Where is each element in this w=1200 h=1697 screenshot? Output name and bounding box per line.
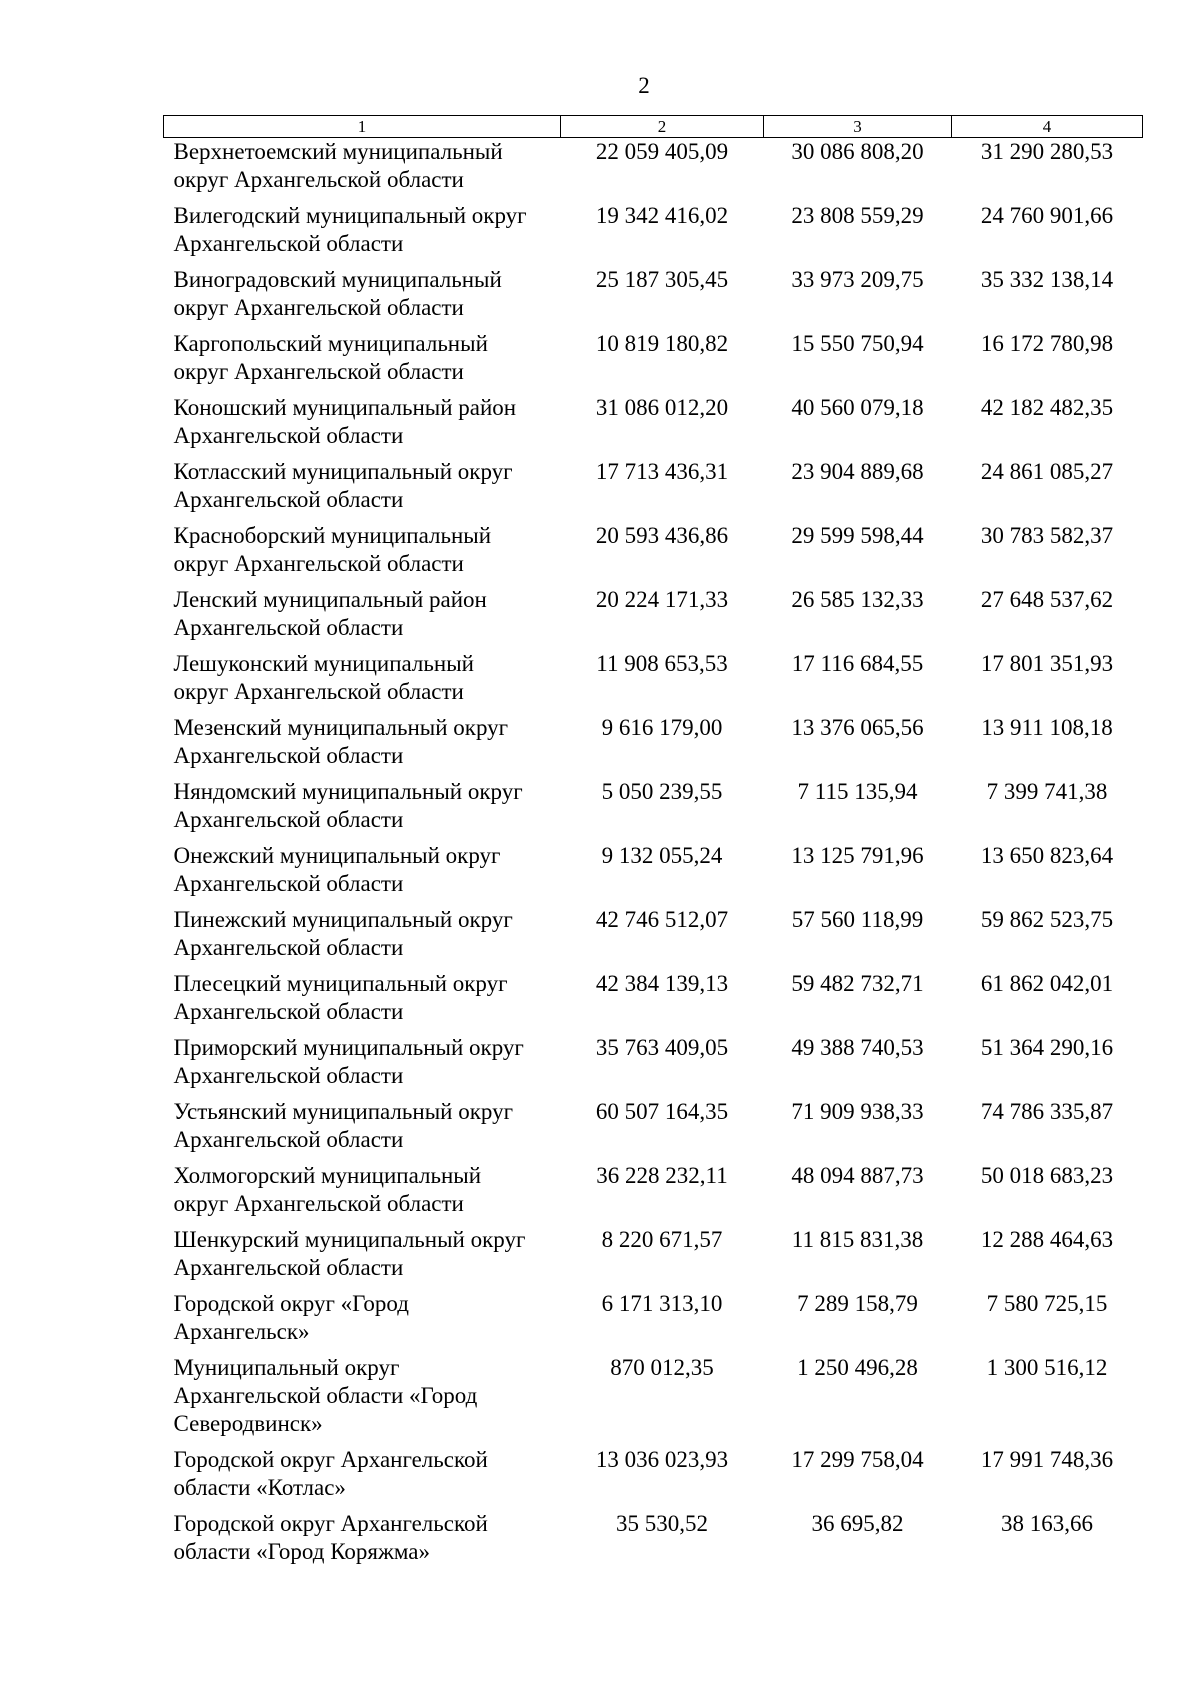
table-body bbox=[164, 138, 1143, 1575]
table-row bbox=[164, 1290, 1143, 1354]
amount-col-4: 31 290 280,53 bbox=[980, 139, 1114, 164]
amount-col-2: 6 171 313,10 bbox=[601, 1291, 723, 1316]
table-row bbox=[164, 1162, 1143, 1226]
municipality-name bbox=[164, 778, 561, 842]
municipality-name bbox=[164, 1226, 561, 1290]
amount-col-3: 15 550 750,94 bbox=[791, 331, 924, 356]
amount-col-3: 33 973 209,75 bbox=[791, 267, 924, 292]
municipality-name bbox=[164, 394, 561, 458]
amount-col-4: 24 760 901,66 bbox=[980, 203, 1114, 228]
amount-col-2: 9 616 179,00 bbox=[601, 715, 723, 740]
municipality-name bbox=[164, 970, 561, 1034]
amount-col-4: 51 364 290,16 bbox=[980, 1035, 1114, 1060]
municipality-name bbox=[164, 714, 561, 778]
amount-col-3: 36 695,82 bbox=[811, 1511, 904, 1536]
municipality-name bbox=[164, 330, 561, 394]
amount-col-2: 35 763 409,05 bbox=[595, 1035, 729, 1060]
municipality-name-line: области «Город Коряжма» bbox=[173, 1539, 430, 1564]
amount-col-3: 71 909 938,33 bbox=[791, 1099, 924, 1124]
amount-col-2: 8 220 671,57 bbox=[601, 1227, 723, 1252]
municipality-name bbox=[164, 906, 561, 970]
amount-col-4: 35 332 138,14 bbox=[980, 267, 1114, 292]
municipality-name-line: округ Архангельской области bbox=[173, 167, 464, 192]
amount-col-2: 13 036 023,93 bbox=[595, 1447, 729, 1472]
municipality-name bbox=[164, 458, 561, 522]
municipality-name-line: Красноборский муниципальный bbox=[173, 523, 492, 548]
municipality-name-line: округ Архангельской области bbox=[173, 359, 464, 384]
amount-col-2: 36 228 232,11 bbox=[596, 1163, 728, 1188]
municipality-name-line: Архангельской области bbox=[173, 1127, 404, 1152]
table-row bbox=[164, 1446, 1143, 1510]
municipality-name-line: Архангельской области «Город bbox=[173, 1383, 478, 1408]
amount-col-2: 870 012,35 bbox=[610, 1355, 714, 1380]
municipality-name-line: округ Архангельской области bbox=[173, 679, 464, 704]
amount-col-2: 25 187 305,45 bbox=[595, 267, 729, 292]
amount-col-3: 59 482 732,71 bbox=[791, 971, 924, 996]
municipality-name-line: Городской округ «Город bbox=[173, 1291, 409, 1316]
amount-col-2: 31 086 012,20 bbox=[595, 395, 729, 420]
municipality-name bbox=[164, 266, 561, 330]
municipality-name bbox=[164, 1034, 561, 1098]
municipality-name bbox=[164, 1510, 561, 1574]
amount-col-4: 38 163,66 bbox=[1001, 1511, 1093, 1536]
amount-col-2: 9 132 055,24 bbox=[601, 843, 723, 868]
header-col-1: 1 bbox=[164, 116, 561, 138]
table-row bbox=[164, 586, 1143, 650]
amount-col-2: 11 908 653,53 bbox=[596, 651, 728, 676]
amount-col-3: 57 560 118,99 bbox=[791, 907, 924, 932]
amount-col-3: 26 585 132,33 bbox=[791, 587, 924, 612]
municipality-name-line: Архангельской области bbox=[173, 423, 404, 448]
table-row bbox=[164, 778, 1143, 842]
municipality-name-line: Городской округ Архангельской bbox=[173, 1511, 488, 1536]
amount-col-2: 20 593 436,86 bbox=[595, 523, 729, 548]
amount-col-2: 22 059 405,09 bbox=[595, 139, 729, 164]
municipality-name-line: Виноградовский муниципальный bbox=[173, 267, 502, 292]
amount-col-3: 49 388 740,53 bbox=[791, 1035, 924, 1060]
municipality-name bbox=[164, 1290, 561, 1354]
amount-col-3: 29 599 598,44 bbox=[791, 523, 924, 548]
municipality-name bbox=[164, 842, 561, 906]
amount-col-4: 27 648 537,62 bbox=[980, 587, 1114, 612]
table-row bbox=[164, 522, 1143, 586]
table-row bbox=[164, 714, 1143, 778]
municipality-name-line: Онежский муниципальный округ bbox=[173, 843, 501, 868]
table-row bbox=[164, 138, 1143, 203]
amount-col-3: 23 904 889,68 bbox=[791, 459, 924, 484]
municipality-name-line: Архангельской области bbox=[173, 871, 404, 896]
municipality-name-line: Городской округ Архангельской bbox=[173, 1447, 488, 1472]
amount-col-4: 13 911 108,18 bbox=[981, 715, 1113, 740]
amount-col-4: 7 399 741,38 bbox=[986, 779, 1108, 804]
table-row bbox=[164, 906, 1143, 970]
table-row bbox=[164, 650, 1143, 714]
amount-col-2: 60 507 164,35 bbox=[595, 1099, 729, 1124]
municipality-name-line: Холмогорский муниципальный bbox=[173, 1163, 482, 1188]
amount-col-2: 5 050 239,55 bbox=[601, 779, 723, 804]
municipality-name bbox=[164, 522, 561, 586]
table-row bbox=[164, 1354, 1143, 1446]
amount-col-3: 13 125 791,96 bbox=[791, 843, 924, 868]
municipality-name-line: Архангельской области bbox=[173, 487, 404, 512]
amount-col-4: 61 862 042,01 bbox=[980, 971, 1114, 996]
municipality-name-line: Архангельской области bbox=[173, 743, 404, 768]
municipality-name-line: Плесецкий муниципальный округ bbox=[173, 971, 508, 996]
amount-col-3: 7 115 135,94 bbox=[797, 779, 918, 804]
municipality-name bbox=[164, 1098, 561, 1162]
table-row bbox=[164, 458, 1143, 522]
header-col-2: 2 bbox=[561, 116, 764, 138]
amount-col-4: 7 580 725,15 bbox=[986, 1291, 1108, 1316]
amount-col-3: 11 815 831,38 bbox=[791, 1227, 924, 1252]
amount-col-3: 7 289 158,79 bbox=[797, 1291, 918, 1316]
amount-col-2: 20 224 171,33 bbox=[595, 587, 729, 612]
table-row bbox=[164, 266, 1143, 330]
table-row bbox=[164, 1226, 1143, 1290]
amount-col-4: 12 288 464,63 bbox=[980, 1227, 1114, 1252]
municipality-name-line: Няндомский муниципальный округ bbox=[173, 779, 523, 804]
municipality-name-line: Муниципальный округ bbox=[173, 1355, 400, 1380]
amount-col-3: 17 116 684,55 bbox=[791, 651, 924, 676]
municipality-name-line: Архангельской области bbox=[173, 1255, 404, 1280]
municipality-name-line: округ Архангельской области bbox=[173, 551, 464, 576]
amount-col-4: 30 783 582,37 bbox=[980, 523, 1114, 548]
amount-col-2: 35 530,52 bbox=[616, 1511, 708, 1536]
table-row bbox=[164, 202, 1143, 266]
amount-col-2: 42 746 512,07 bbox=[595, 907, 729, 932]
amount-col-4: 1 300 516,12 bbox=[986, 1355, 1108, 1380]
municipality-name-line: Котласский муниципальный округ bbox=[173, 459, 513, 484]
municipality-name-line: округ Архангельской области bbox=[173, 1191, 464, 1216]
municipality-name-line: Мезенский муниципальный округ bbox=[173, 715, 509, 740]
amount-col-4: 59 862 523,75 bbox=[980, 907, 1114, 932]
municipality-name-line: Северодвинск» bbox=[173, 1411, 323, 1436]
amount-col-2: 17 713 436,31 bbox=[595, 459, 729, 484]
municipality-name bbox=[164, 1162, 561, 1226]
municipality-name-line: Архангельской области bbox=[173, 935, 404, 960]
municipality-name-line: Приморский муниципальный округ bbox=[173, 1035, 524, 1060]
table-header bbox=[164, 116, 1143, 138]
amount-col-3: 23 808 559,29 bbox=[791, 203, 924, 228]
municipality-name bbox=[164, 1446, 561, 1510]
amount-col-2: 10 819 180,82 bbox=[595, 331, 729, 356]
municipality-name-line: Лешуконский муниципальный bbox=[173, 651, 474, 676]
municipality-name bbox=[164, 1354, 561, 1446]
municipality-name bbox=[164, 138, 561, 203]
municipality-name bbox=[164, 650, 561, 714]
table-row bbox=[164, 1510, 1143, 1574]
header-row bbox=[164, 116, 1143, 138]
table-row bbox=[164, 1034, 1143, 1098]
municipality-name-line: Архангельской области bbox=[173, 615, 404, 640]
municipality-name bbox=[164, 202, 561, 266]
municipality-name-line: Архангельской области bbox=[173, 999, 404, 1024]
amount-col-3: 13 376 065,56 bbox=[791, 715, 924, 740]
municipality-name-line: Коношский муниципальный район bbox=[173, 395, 517, 420]
amount-col-4: 74 786 335,87 bbox=[980, 1099, 1114, 1124]
amount-col-4: 42 182 482,35 bbox=[980, 395, 1114, 420]
amount-col-3: 30 086 808,20 bbox=[791, 139, 924, 164]
municipality-name-line: области «Котлас» bbox=[173, 1475, 346, 1500]
amount-col-4: 13 650 823,64 bbox=[980, 843, 1114, 868]
municipality-name-line: Архангельской области bbox=[173, 1063, 404, 1088]
amount-col-4: 24 861 085,27 bbox=[980, 459, 1114, 484]
amount-col-3: 48 094 887,73 bbox=[791, 1163, 924, 1188]
municipality-name-line: Верхнетоемский муниципальный bbox=[173, 139, 503, 164]
municipality-name-line: Шенкурский муниципальный округ bbox=[173, 1227, 526, 1252]
municipality-name-line: Вилегодский муниципальный округ bbox=[173, 203, 527, 228]
table-row bbox=[164, 394, 1143, 458]
table-row bbox=[164, 842, 1143, 906]
municipality-name bbox=[164, 586, 561, 650]
amount-col-3: 17 299 758,04 bbox=[791, 1447, 924, 1472]
amount-col-4: 50 018 683,23 bbox=[980, 1163, 1114, 1188]
table-row bbox=[164, 1098, 1143, 1162]
municipality-name-line: Ленский муниципальный район bbox=[173, 587, 487, 612]
municipality-name-line: округ Архангельской области bbox=[173, 295, 464, 320]
municipality-name-line: Каргопольский муниципальный bbox=[173, 331, 488, 356]
amount-col-2: 19 342 416,02 bbox=[595, 203, 729, 228]
table-row bbox=[164, 970, 1143, 1034]
budget-table bbox=[163, 115, 1143, 1574]
amount-col-4: 17 991 748,36 bbox=[980, 1447, 1114, 1472]
amount-col-3: 1 250 496,28 bbox=[797, 1355, 918, 1380]
header-col-4: 4 bbox=[952, 116, 1143, 138]
amount-col-4: 17 801 351,93 bbox=[980, 651, 1114, 676]
page-number: 2 bbox=[638, 73, 650, 98]
amount-col-2: 42 384 139,13 bbox=[595, 971, 729, 996]
table-row bbox=[164, 330, 1143, 394]
header-col-3: 3 bbox=[764, 116, 952, 138]
municipality-name-line: Устьянский муниципальный округ bbox=[173, 1099, 514, 1124]
municipality-name-line: Пинежский муниципальный округ bbox=[173, 907, 513, 932]
amount-col-4: 16 172 780,98 bbox=[980, 331, 1114, 356]
municipality-name-line: Архангельской области bbox=[173, 231, 404, 256]
municipality-name-line: Архангельск» bbox=[173, 1319, 310, 1344]
municipality-name-line: Архангельской области bbox=[173, 807, 404, 832]
amount-col-3: 40 560 079,18 bbox=[791, 395, 924, 420]
